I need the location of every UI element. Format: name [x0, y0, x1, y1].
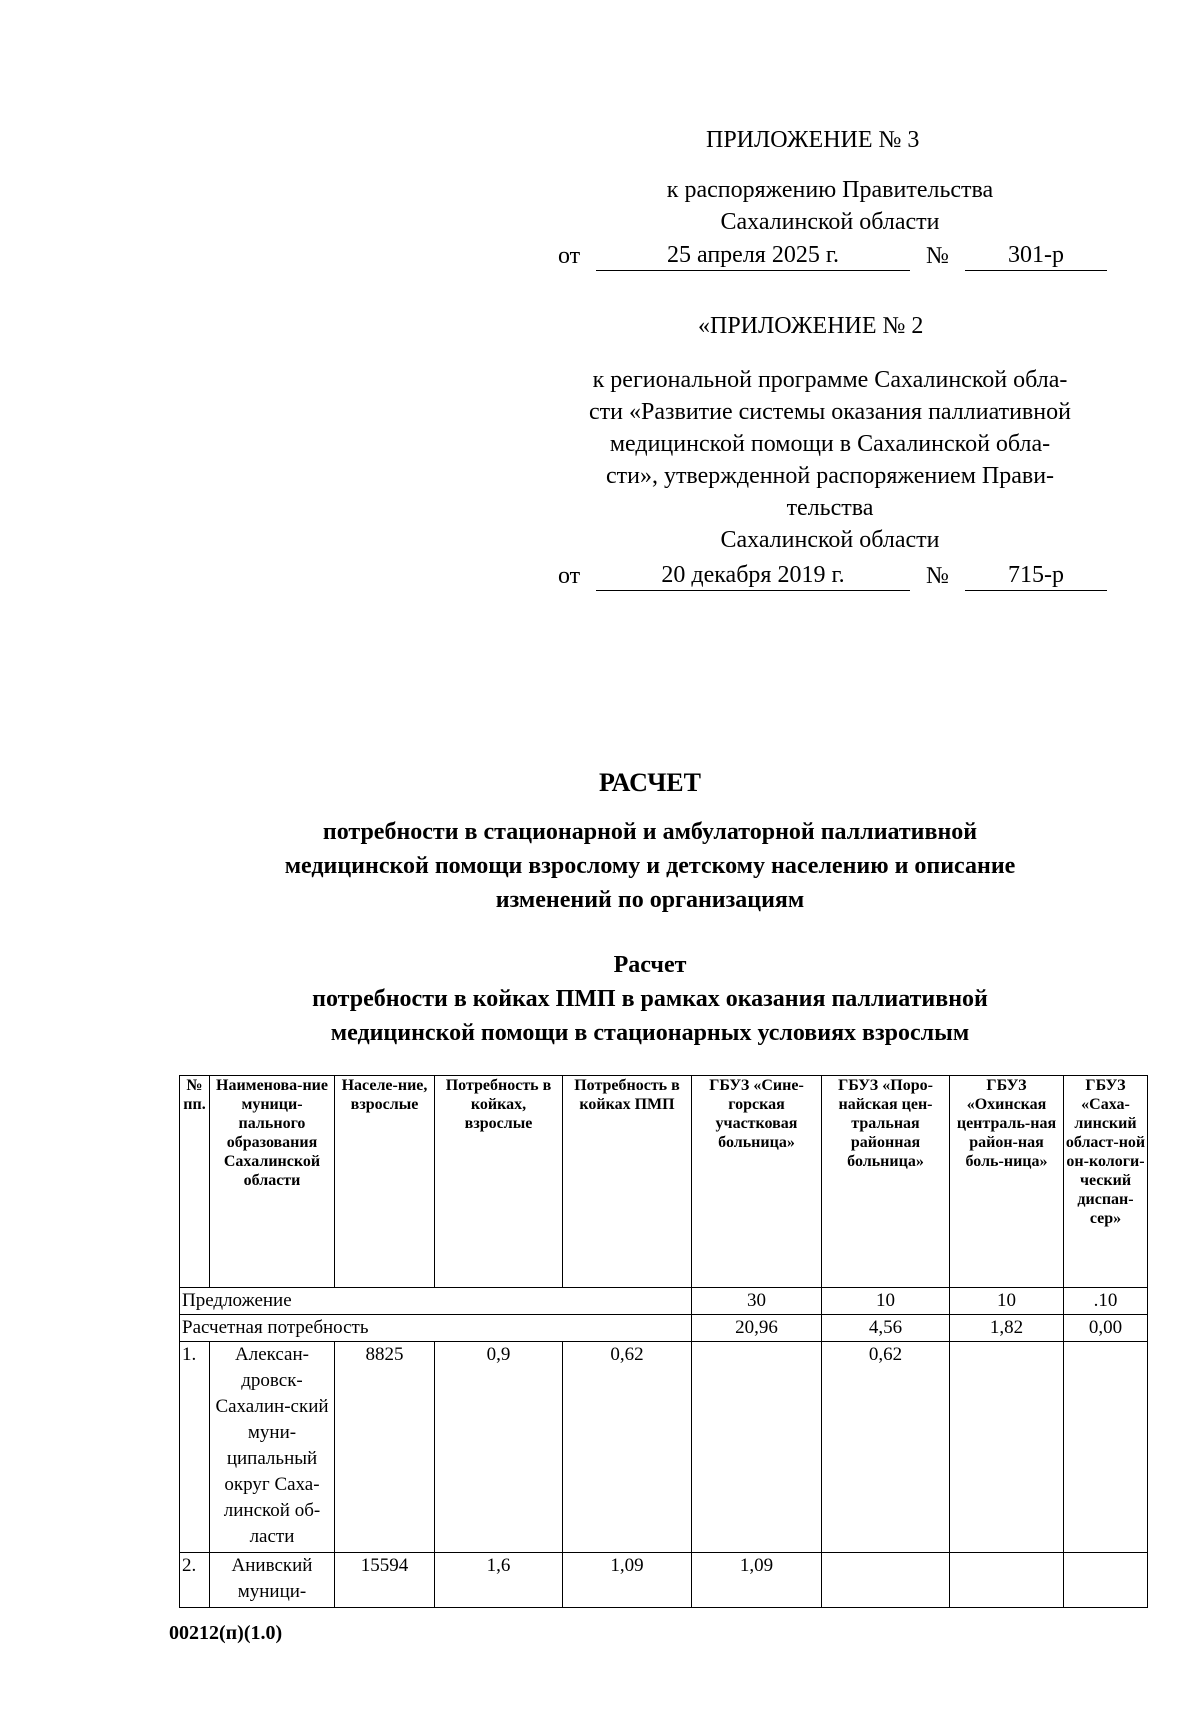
beds-calculation-table [179, 1075, 1148, 1608]
sub-title-line: медицинской помощи в стационарных условиях взрослым [330, 1020, 970, 1046]
row-org-value [950, 1342, 1064, 1553]
row-population: 15594 [335, 1553, 435, 1608]
offer-row [180, 1288, 1148, 1315]
offer-value: 10 [822, 1288, 950, 1315]
header-cell: Населе-ние, взрослые [335, 1076, 435, 1288]
header-cell: ГБУЗ «Охинская централь-ная район-ная боль-ница» [950, 1076, 1064, 1288]
offer-label: Предложение [180, 1288, 692, 1315]
offer-value: 10 [950, 1288, 1064, 1315]
row-org-value [1064, 1553, 1148, 1608]
main-heading: РАСЧЕТ [599, 768, 701, 797]
estimated-value: 1,82 [950, 1315, 1064, 1342]
header-cell: № пп. [180, 1076, 210, 1288]
prev-appendix-line: к региональной программе Сахалинской обла- [592, 367, 1068, 393]
row-need-beds: 0,9 [435, 1342, 563, 1553]
row-population: 8825 [335, 1342, 435, 1553]
prev-appendix-line: сти», утвержденной распоряжением Прави- [605, 463, 1055, 489]
appendix-date: 25 апреля 2025 г. [596, 240, 910, 271]
main-title-line: медицинской помощи взрослому и детскому населению и описание [284, 853, 1016, 879]
appendix-line-1: к распоряжению Правительства [666, 177, 994, 203]
estimated-row [180, 1315, 1148, 1342]
prev-appendix-number-label: № [926, 563, 949, 589]
prev-appendix-line: сти «Развитие системы оказания паллиативной [589, 399, 1071, 425]
estimated-value: 20,96 [692, 1315, 822, 1342]
offer-value: .10 [1064, 1288, 1148, 1315]
row-org-value [950, 1553, 1064, 1608]
appendix-number-label: № [926, 243, 949, 269]
prev-appendix-title: «ПРИЛОЖЕНИЕ № 2 [698, 313, 924, 339]
prev-appendix-line: медицинской помощи в Сахалинской обла- [609, 431, 1051, 457]
row-number: 1. [180, 1342, 210, 1553]
row-org-value [1064, 1342, 1148, 1553]
offer-value: 30 [692, 1288, 822, 1315]
row-need-pmp: 0,62 [563, 1342, 692, 1553]
header-cell: Наименова-ние муници-пального образования Сахалинской области [210, 1076, 335, 1288]
table-row [180, 1553, 1148, 1608]
row-name: Алексан-дровск-Сахалин-ский муни-ципальный округ Саха-линской об-ласти [210, 1342, 335, 1553]
row-name: Анивский муници- [210, 1553, 335, 1608]
row-org-value [822, 1553, 950, 1608]
row-need-pmp: 1,09 [563, 1553, 692, 1608]
prev-appendix-line: Сахалинской области [720, 527, 940, 553]
sub-heading: Расчет [613, 952, 687, 978]
row-org-value: 1,09 [692, 1553, 822, 1608]
row-org-value [692, 1342, 822, 1553]
header-cell: Потребность в койках ПМП [563, 1076, 692, 1288]
prev-appendix-number: 715-р [965, 560, 1107, 591]
appendix-title: ПРИЛОЖЕНИЕ № 3 [706, 127, 920, 153]
prev-appendix-line: тельства [786, 495, 874, 521]
main-title-line: потребности в стационарной и амбулаторной паллиативной [322, 819, 978, 845]
table-row [180, 1342, 1148, 1553]
appendix-number: 301-р [965, 240, 1107, 271]
estimated-value: 4,56 [822, 1315, 950, 1342]
estimated-value: 0,00 [1064, 1315, 1148, 1342]
sub-title-line: потребности в койках ПМП в рамках оказания паллиативной [312, 986, 988, 1012]
prev-appendix-date: 20 декабря 2019 г. [596, 560, 910, 591]
row-need-beds: 1,6 [435, 1553, 563, 1608]
row-number: 2. [180, 1553, 210, 1608]
main-title-line: изменений по организациям [495, 887, 805, 913]
table-header-row [180, 1076, 1148, 1288]
header-cell: ГБУЗ «Саха-линский област-ной он-кологи-ческий диспан-сер» [1064, 1076, 1148, 1288]
appendix-from-label: от [558, 243, 581, 269]
header-cell: ГБУЗ «Поро-найская цен-тральная районная больница» [822, 1076, 950, 1288]
header-cell: Потребность в койках, взрослые [435, 1076, 563, 1288]
document-code: 00212(п)(1.0) [169, 1622, 283, 1644]
appendix-line-2: Сахалинской области [720, 209, 940, 235]
header-cell: ГБУЗ «Сине-горская участковая больница» [692, 1076, 822, 1288]
row-org-value: 0,62 [822, 1342, 950, 1553]
estimated-label: Расчетная потребность [180, 1315, 692, 1342]
prev-appendix-from-label: от [558, 563, 581, 589]
